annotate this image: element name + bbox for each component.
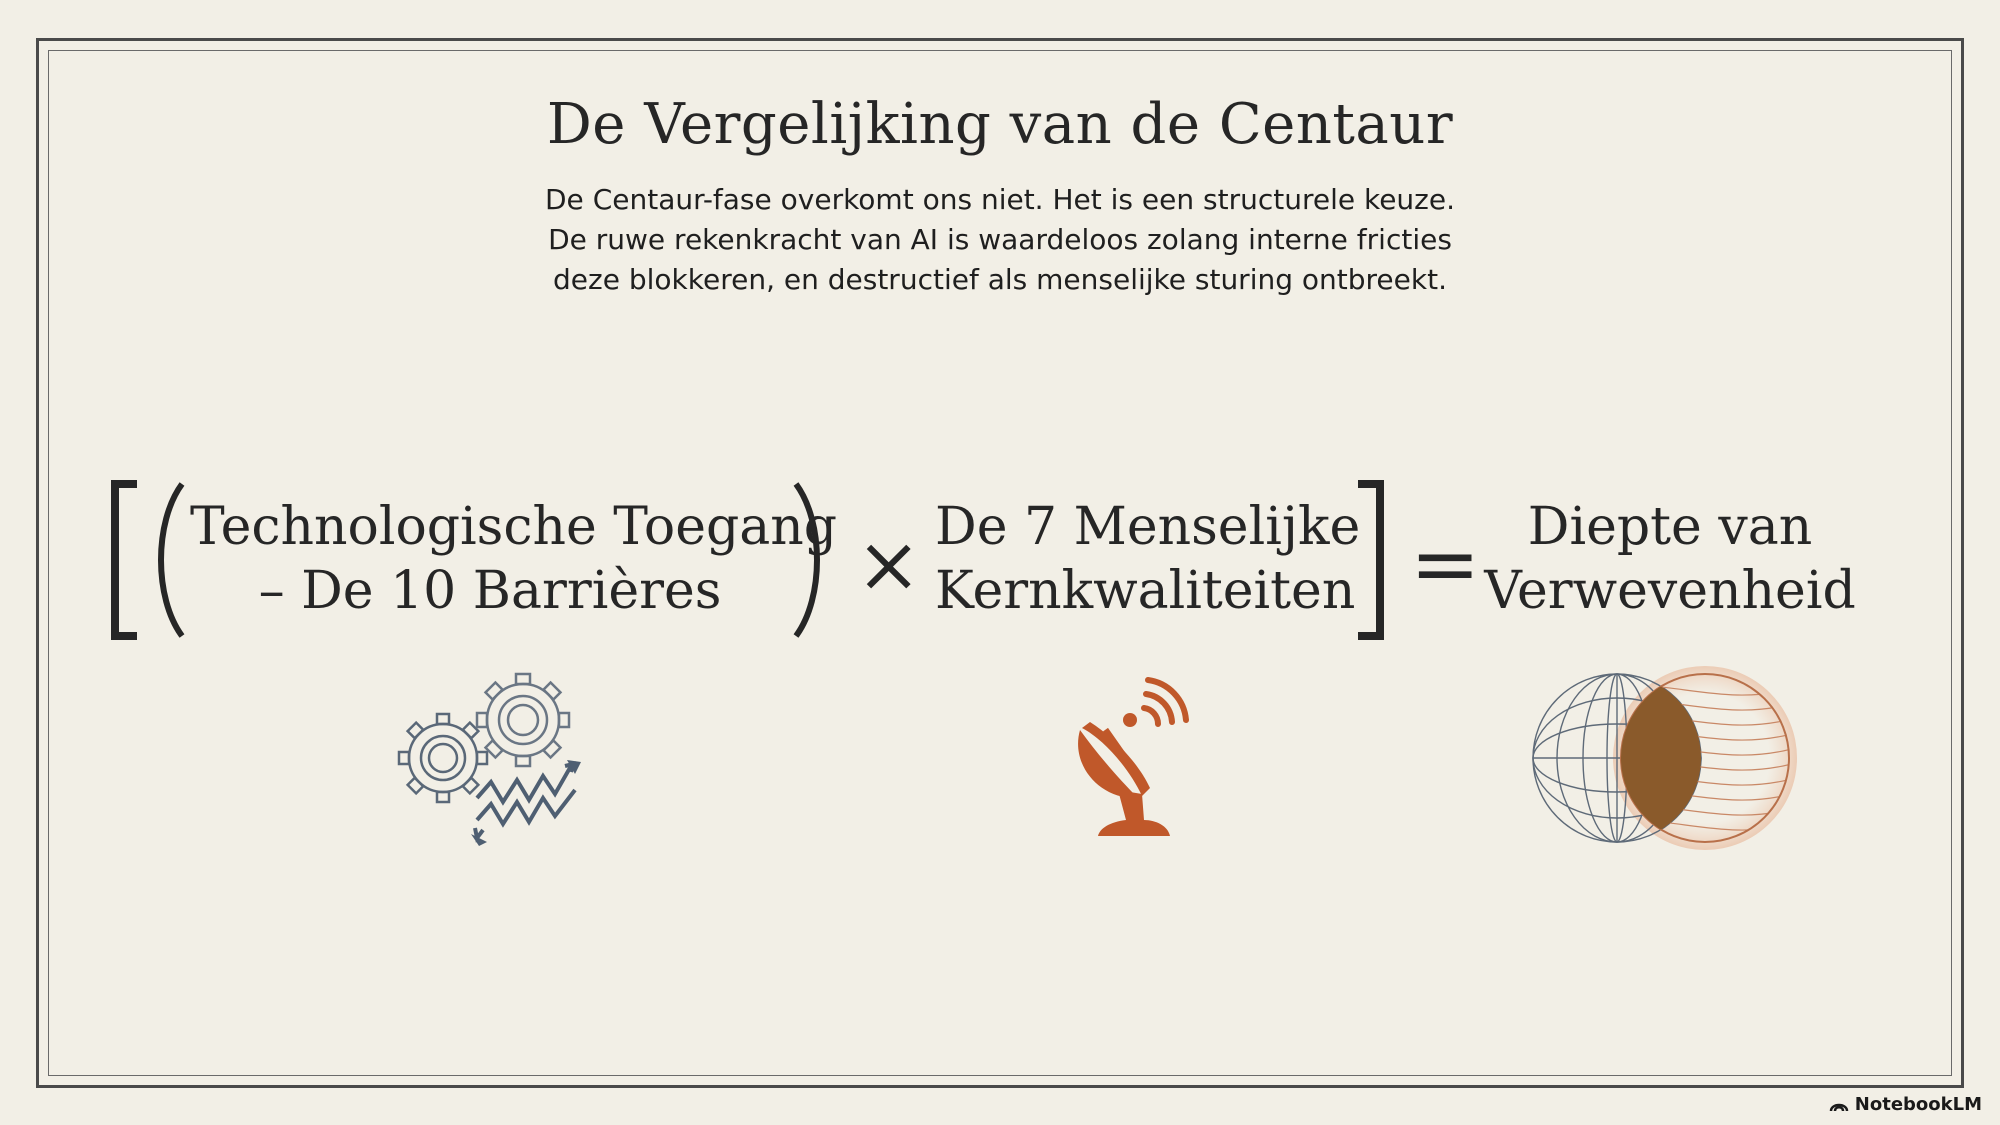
notebooklm-logo-icon — [1829, 1097, 1849, 1113]
equals-operator: = — [1410, 515, 1481, 613]
term1-line-1: Technologische Toegang — [190, 497, 838, 557]
result-line-1: Diepte van — [1527, 497, 1813, 557]
left-parenthesis — [148, 482, 188, 638]
result-line-2: Verwevenheid — [1484, 561, 1856, 621]
subtitle-line-1: De Centaur-fase overkomt ons niet. Het is een structurele keuze. — [545, 183, 1455, 216]
term1-text — [190, 495, 838, 623]
slide-subtitle — [0, 180, 2000, 300]
venn-spheres-icon — [1525, 668, 1815, 848]
left-square-bracket — [105, 480, 145, 640]
subtitle-line-3: deze blokkeren, en destructief als menselijke sturing ontbreekt. — [553, 263, 1447, 296]
satellite-dish-icon — [1060, 670, 1220, 845]
right-parenthesis — [790, 482, 830, 638]
right-square-bracket — [1350, 480, 1390, 640]
subtitle-line-2: De ruwe rekenkracht van AI is waardeloos zolang interne fricties — [548, 223, 1452, 256]
notebooklm-brand — [1829, 1094, 1982, 1115]
slide-title: De Vergelijking van de Centaur — [546, 92, 1454, 157]
gears-zigzag-icon — [395, 670, 585, 845]
times-operator: × — [856, 520, 922, 610]
term2-line-1: De 7 Menselijke — [935, 497, 1361, 557]
brand-label: NotebookLM — [1854, 1094, 1982, 1115]
term1-line-2: – De 10 Barrières — [258, 561, 722, 621]
result-text — [1480, 495, 1860, 623]
term2-text — [935, 495, 1361, 623]
term2-line-2: Kernkwaliteiten — [935, 561, 1356, 621]
